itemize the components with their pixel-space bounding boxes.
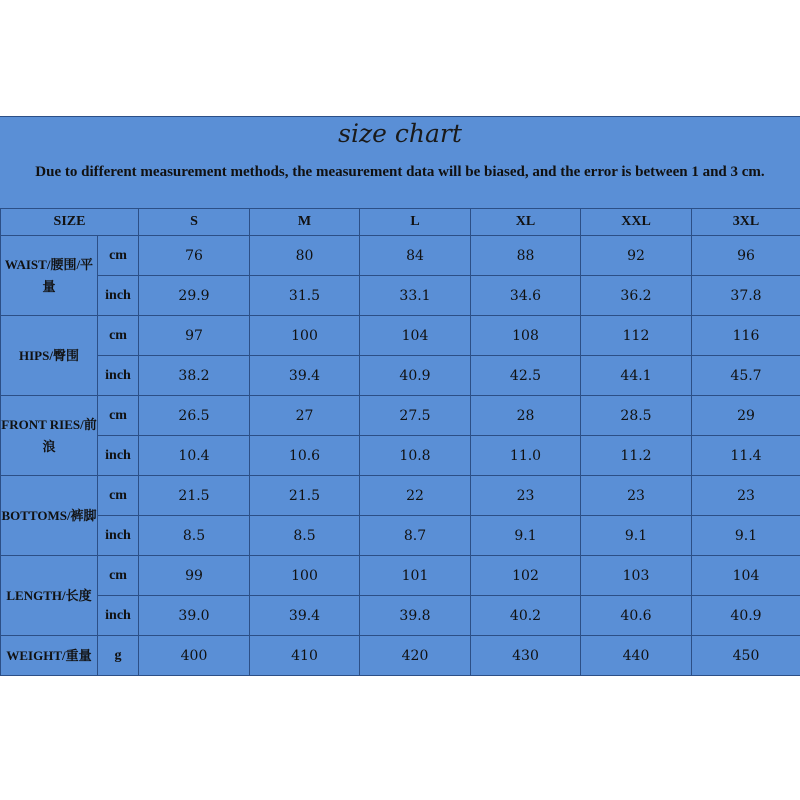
value-cell: 39.8 [360, 596, 471, 636]
value-cell: 92 [581, 236, 692, 276]
value-cell: 23 [581, 476, 692, 516]
size-col-xxl: XXL [581, 209, 692, 236]
value-cell: 104 [692, 556, 800, 596]
unit-cell: cm [98, 396, 139, 436]
unit-cell: g [98, 636, 139, 676]
value-cell: 8.5 [139, 516, 250, 556]
size-table [0, 208, 800, 676]
category-hips: HIPS/臀围 [1, 316, 98, 396]
size-header: SIZE [1, 209, 139, 236]
chart-title: size chart [338, 119, 462, 148]
size-col-l: L [360, 209, 471, 236]
value-cell: 8.5 [250, 516, 360, 556]
value-cell: 400 [139, 636, 250, 676]
value-cell: 40.2 [471, 596, 581, 636]
value-cell: 45.7 [692, 356, 800, 396]
value-cell: 10.6 [250, 436, 360, 476]
category-waist: WAIST/腰围/平量 [1, 236, 98, 316]
value-cell: 31.5 [250, 276, 360, 316]
value-cell: 34.6 [471, 276, 581, 316]
value-cell: 8.7 [360, 516, 471, 556]
value-cell: 112 [581, 316, 692, 356]
value-cell: 42.5 [471, 356, 581, 396]
value-cell: 27.5 [360, 396, 471, 436]
table-row [1, 516, 800, 556]
value-cell: 440 [581, 636, 692, 676]
value-cell: 27 [250, 396, 360, 436]
value-cell: 28 [471, 396, 581, 436]
value-cell: 103 [581, 556, 692, 596]
value-cell: 11.0 [471, 436, 581, 476]
size-col-xl: XL [471, 209, 581, 236]
value-cell: 420 [360, 636, 471, 676]
value-cell: 26.5 [139, 396, 250, 436]
value-cell: 108 [471, 316, 581, 356]
unit-cell: inch [98, 276, 139, 316]
value-cell: 21.5 [139, 476, 250, 516]
value-cell: 430 [471, 636, 581, 676]
category-length: LENGTH/长度 [1, 556, 98, 636]
value-cell: 9.1 [692, 516, 800, 556]
size-col-3xl: 3XL [692, 209, 800, 236]
value-cell: 22 [360, 476, 471, 516]
value-cell: 102 [471, 556, 581, 596]
value-cell: 36.2 [581, 276, 692, 316]
value-cell: 96 [692, 236, 800, 276]
category-front-rise: FRONT RIES/前浪 [1, 396, 98, 476]
unit-cell: cm [98, 316, 139, 356]
unit-cell: inch [98, 516, 139, 556]
table-row [1, 556, 800, 596]
table-row [1, 596, 800, 636]
value-cell: 116 [692, 316, 800, 356]
table-row [1, 316, 800, 356]
value-cell: 40.9 [360, 356, 471, 396]
unit-cell: inch [98, 436, 139, 476]
value-cell: 21.5 [250, 476, 360, 516]
value-cell: 9.1 [471, 516, 581, 556]
unit-cell: cm [98, 556, 139, 596]
value-cell: 450 [692, 636, 800, 676]
value-cell: 40.6 [581, 596, 692, 636]
value-cell: 39.4 [250, 596, 360, 636]
unit-cell: cm [98, 236, 139, 276]
category-weight: WEIGHT/重量 [1, 636, 98, 676]
value-cell: 28.5 [581, 396, 692, 436]
value-cell: 100 [250, 556, 360, 596]
value-cell: 9.1 [581, 516, 692, 556]
table-row [1, 396, 800, 436]
value-cell: 29 [692, 396, 800, 436]
value-cell: 37.8 [692, 276, 800, 316]
size-col-m: M [250, 209, 360, 236]
value-cell: 29.9 [139, 276, 250, 316]
measurement-note: Due to different measurement methods, the measurement data will be biased, and the error is between 1 and 3 cm. [35, 164, 765, 180]
value-cell: 39.4 [250, 356, 360, 396]
value-cell: 44.1 [581, 356, 692, 396]
value-cell: 84 [360, 236, 471, 276]
table-row [1, 276, 800, 316]
unit-cell: cm [98, 476, 139, 516]
size-chart [0, 116, 800, 676]
value-cell: 410 [250, 636, 360, 676]
value-cell: 10.4 [139, 436, 250, 476]
size-col-s: S [139, 209, 250, 236]
table-row [1, 436, 800, 476]
table-row [1, 476, 800, 516]
value-cell: 33.1 [360, 276, 471, 316]
value-cell: 97 [139, 316, 250, 356]
value-cell: 100 [250, 316, 360, 356]
value-cell: 80 [250, 236, 360, 276]
table-row [1, 236, 800, 276]
value-cell: 23 [692, 476, 800, 516]
unit-cell: inch [98, 356, 139, 396]
value-cell: 11.2 [581, 436, 692, 476]
value-cell: 76 [139, 236, 250, 276]
value-cell: 11.4 [692, 436, 800, 476]
value-cell: 10.8 [360, 436, 471, 476]
category-bottoms: BOTTOMS/裤脚 [1, 476, 98, 556]
value-cell: 99 [139, 556, 250, 596]
table-row [1, 636, 800, 676]
value-cell: 101 [360, 556, 471, 596]
value-cell: 39.0 [139, 596, 250, 636]
value-cell: 40.9 [692, 596, 800, 636]
unit-cell: inch [98, 596, 139, 636]
value-cell: 88 [471, 236, 581, 276]
header-row [1, 209, 800, 236]
value-cell: 38.2 [139, 356, 250, 396]
value-cell: 23 [471, 476, 581, 516]
table-row [1, 356, 800, 396]
value-cell: 104 [360, 316, 471, 356]
